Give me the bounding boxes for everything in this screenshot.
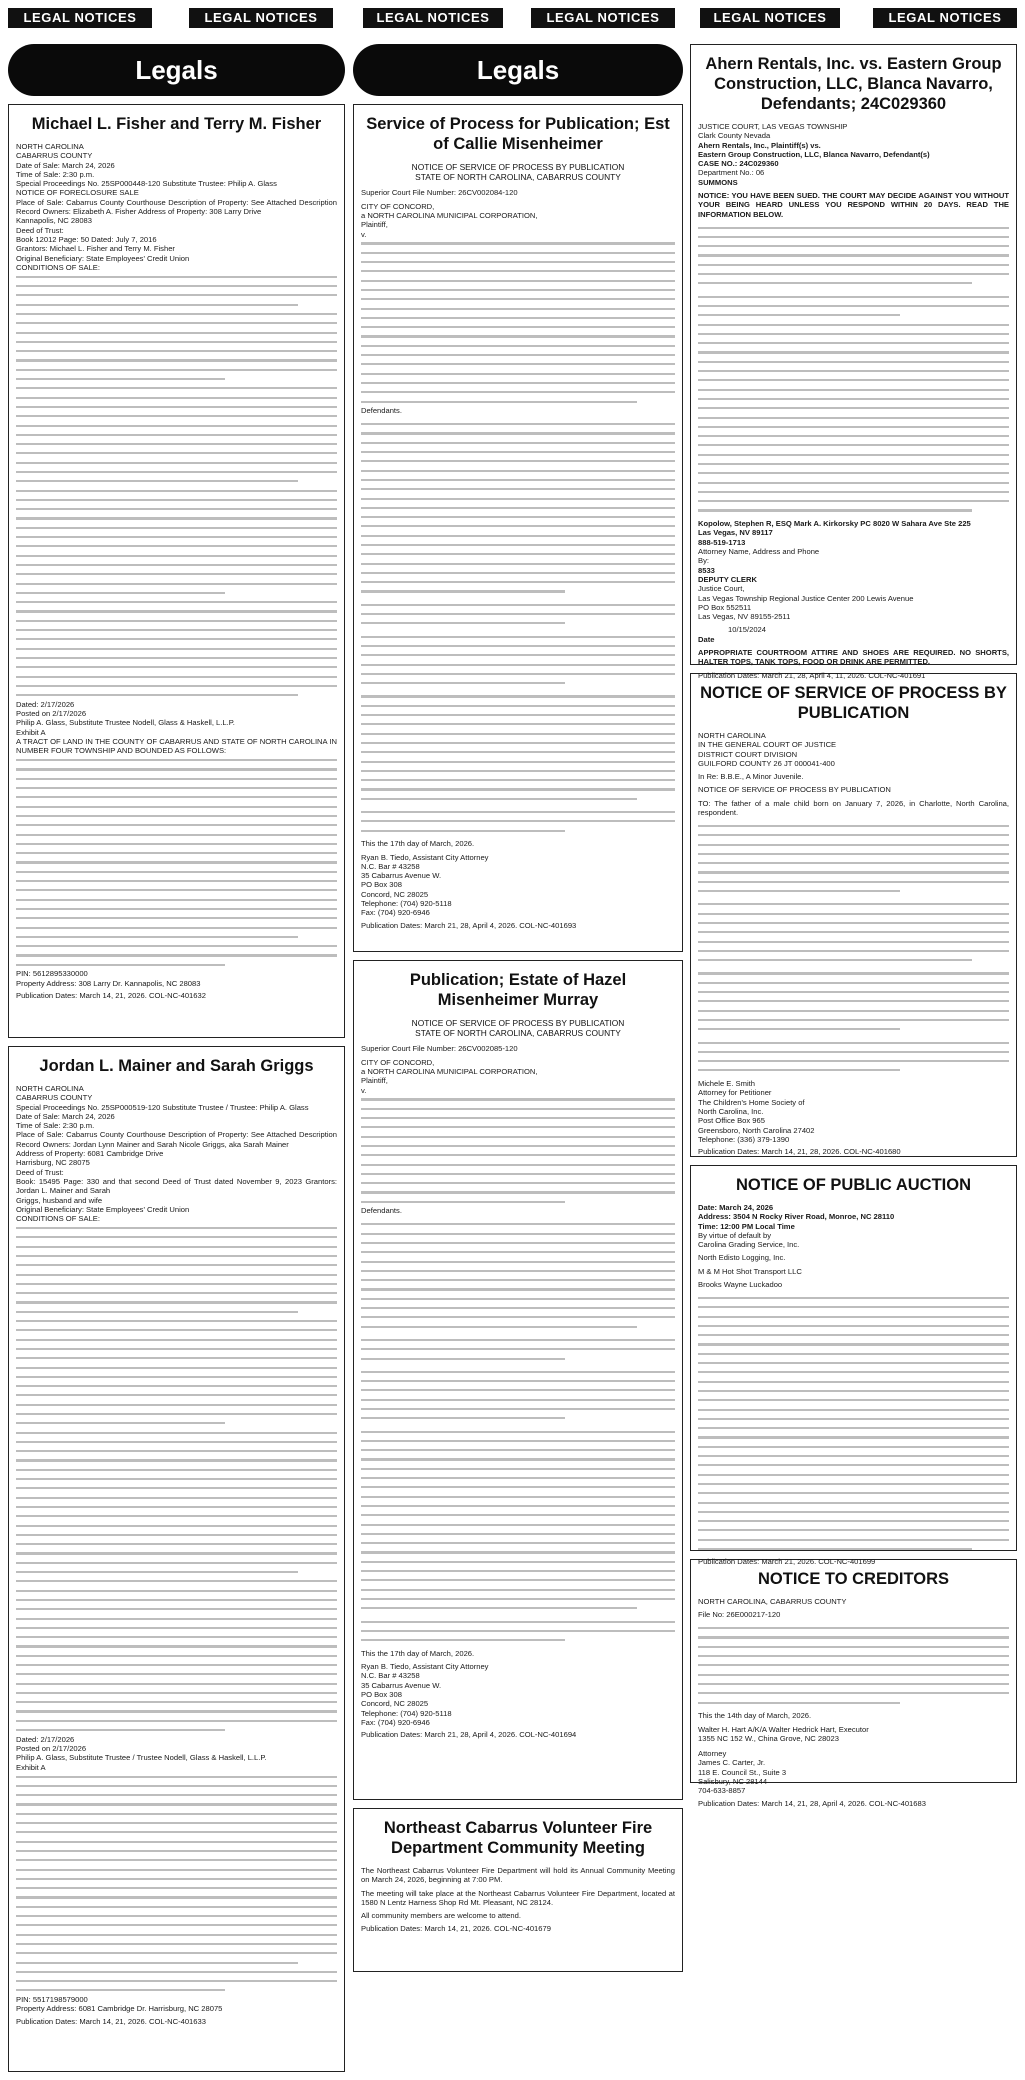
- sig-line: 704-633-8857: [698, 1786, 746, 1796]
- tail-line: Philip A. Glass, Substitute Trustee Nodell, Glass & Haskell, L.L.P.: [16, 718, 235, 728]
- head-line: Book: 15495 Page: 330 and that second Deed of Trust dated November 9, 2023 Grantors: Jordan L. Mainer and Sarah: [16, 1176, 337, 1196]
- sig-line: Attorney for Petitioner: [698, 1088, 772, 1098]
- notice-body: [698, 122, 1009, 680]
- pin-line: PIN: 5612895330000: [16, 969, 88, 979]
- fine-print: [361, 1220, 675, 1649]
- notice-body: [698, 1597, 1009, 1808]
- party: Carolina Grading Service, Inc.: [698, 1240, 800, 1250]
- sig-line: Telephone: (704) 920-5118: [361, 899, 452, 909]
- sig-line: Concord, NC 28025: [361, 889, 429, 899]
- sig-line: Concord, NC 28025: [361, 1699, 429, 1709]
- column-left: [8, 44, 345, 2080]
- head-line: CABARRUS COUNTY: [16, 151, 93, 161]
- sig-line: Ryan B. Tiedo, Assistant City Attorney: [361, 1662, 489, 1672]
- head-line: DISTRICT COURT DIVISION: [698, 749, 798, 759]
- head-line: Special Proceedings No. 25SP000448-120 Substitute Trustee: Philip A. Glass: [16, 179, 277, 189]
- notice-title: Jordan L. Mainer and Sarah Griggs: [39, 1057, 314, 1075]
- sig-line: 118 E. Council St., Suite 3: [698, 1767, 787, 1777]
- head-line: Deed of Trust:: [16, 1167, 64, 1177]
- sig-line: 35 Cabarrus Avenue W.: [361, 871, 442, 881]
- head-line: Original Beneficiary: State Employees' Credit Union: [16, 1204, 190, 1214]
- subhead-line: NOTICE OF SERVICE OF PROCESS BY PUBLICATION: [411, 162, 625, 172]
- head-line: NORTH CAROLINA: [16, 1084, 84, 1093]
- legals-banner: Legals: [8, 44, 345, 96]
- file-number: Superior Court File Number: 26CV002085-120: [361, 1044, 518, 1054]
- head-line: Deed of Trust:: [16, 225, 64, 235]
- notice-subhead: [361, 1018, 675, 1038]
- party: North Edisto Logging, Inc.: [698, 1253, 786, 1263]
- header-tab: LEGAL NOTICES: [700, 8, 840, 28]
- sig-line: James C. Carter, Jr.: [698, 1758, 766, 1768]
- head-line: NOTICE OF FORECLOSURE SALE: [16, 188, 139, 198]
- head-line: JUSTICE COURT, LAS VEGAS TOWNSHIP: [698, 122, 848, 131]
- notice-fire-department-meeting: [353, 1808, 683, 1972]
- head-line: Clark County Nevada: [698, 131, 771, 141]
- tail-line: A TRACT OF LAND IN THE COUNTY OF CABARRUS AND STATE OF NORTH CAROLINA IN NUMBER FOUR TOWNSHIP AND BOUNDED AS FOLLOWS:: [16, 737, 337, 756]
- head-line: Ahern Rentals, Inc., Plaintiff(s) vs.: [698, 140, 821, 150]
- file-number: Superior Court File Number: 26CV002084-120: [361, 188, 518, 198]
- defendants-label: Defendants.: [361, 406, 402, 416]
- sued-warning: NOTICE: YOU HAVE BEEN SUED. THE COURT MAY DECIDE AGAINST YOU WITHOUT YOUR BEING HEARD UNLESS YOU RESPOND WITHIN 20 DAYS. READ THE INFORMATION BELOW.: [698, 191, 1009, 219]
- attorney-line: Las Vegas, NV 89117: [698, 528, 773, 538]
- plaintiff-line: CITY OF CONCORD,: [361, 1057, 435, 1067]
- sig-line: 35 Cabarrus Avenue W.: [361, 1680, 442, 1690]
- head-line: Time of Sale: 2:30 p.m.: [16, 1121, 95, 1131]
- tail-line: Dated: 2/17/2026: [16, 699, 75, 709]
- plaintiff-line: v.: [361, 229, 367, 239]
- head-line: Original Beneficiary: State Employees' Credit Union: [16, 253, 190, 263]
- publication-dates: Publication Dates: March 14, 21, 2026. COL-NC-401679: [361, 1924, 551, 1934]
- pin-line: PIN: 5517198579000: [16, 1995, 88, 2005]
- publication-dates: Publication Dates: March 21, 28, April 4, 2026. COL-NC-401694: [361, 1730, 577, 1740]
- notice-public-auction: [690, 1165, 1017, 1566]
- plaintiff-line: v.: [361, 1085, 367, 1095]
- notice-body: [16, 142, 337, 1000]
- section-header: [8, 8, 1017, 30]
- tail-line: Exhibit A: [16, 1762, 46, 1772]
- header-tab: LEGAL NOTICES: [8, 8, 152, 28]
- plaintiff-line: Plaintiff,: [361, 220, 388, 230]
- sig-line: Michele E. Smith: [698, 1079, 755, 1089]
- fine-print: [16, 272, 337, 700]
- head-line: Date of Sale: March 24, 2026: [16, 1111, 115, 1121]
- plaintiff-line: Plaintiff,: [361, 1076, 388, 1086]
- notice-title: Ahern Rentals, Inc. vs. Eastern Group Construction, LLC, Blanca Navarro, Defendants; 24C029360: [705, 55, 1002, 113]
- head-line: Harrisburg, NC 28075: [16, 1158, 90, 1168]
- plaintiff-line: a NORTH CAROLINA MUNICIPAL CORPORATION,: [361, 211, 538, 220]
- head-line: Date of Sale: March 24, 2026: [16, 160, 115, 170]
- legals-banner: Legals: [353, 44, 683, 96]
- fine-print: [16, 1223, 337, 1734]
- plaintiff-line: a NORTH CAROLINA MUNICIPAL CORPORATION,: [361, 1067, 538, 1076]
- party: M & M Hot Shot Transport LLC: [698, 1266, 802, 1276]
- notice-to-creditors: [690, 1556, 1017, 1808]
- head-line: NORTH CAROLINA: [16, 142, 84, 151]
- tail-line: Dated: 2/17/2026: [16, 1734, 75, 1744]
- file-number: File No: 26E000217-120: [698, 1610, 781, 1620]
- notice-title: NOTICE OF SERVICE OF PROCESS BY PUBLICATION: [700, 684, 1007, 722]
- head-line: CONDITIONS OF SALE:: [16, 262, 100, 272]
- fine-print: [361, 1095, 675, 1207]
- notice-title: Service of Process for Publication; Est of Callie Misenheimer: [366, 115, 670, 153]
- county-line: NORTH CAROLINA, CABARRUS COUNTY: [698, 1597, 847, 1606]
- tail-line: Exhibit A: [16, 727, 46, 737]
- sig-line: Telephone: (336) 379-1390: [698, 1134, 790, 1144]
- notice-subhead: [361, 162, 675, 182]
- notice-body: [16, 1084, 337, 2026]
- head-line: SUMMONS: [698, 177, 738, 187]
- head-line: IN THE GENERAL COURT OF JUSTICE: [698, 740, 837, 750]
- publication-dates: Publication Dates: March 14, 21, 28, April 4, 2026. COL-NC-401683: [698, 1798, 926, 1808]
- publication-dates: Publication Dates: March 21, 28, April 4, 11, 2026. COL-NC-401691: [698, 670, 926, 680]
- head-line: Department No.: 06: [698, 168, 765, 178]
- notice-title: NOTICE OF PUBLIC AUCTION: [736, 1176, 971, 1194]
- auction-address: Address: 3504 N Rocky River Road, Monroe, NC 28110: [698, 1212, 895, 1222]
- sig-line: The Children's Home Society of: [698, 1097, 805, 1107]
- sig-line: Greensboro, North Carolina 27402: [698, 1125, 815, 1135]
- tail-line: Philip A. Glass, Substitute Trustee / Trustee Nodell, Glass & Haskell, L.L.P.: [16, 1753, 267, 1763]
- notice-murray-service: [353, 960, 683, 1800]
- attorney-line: DEPUTY CLERK: [698, 574, 757, 584]
- publication-dates: Publication Dates: March 21, 2026. COL-NC-401699: [698, 1556, 876, 1566]
- closing-line: This the 14th day of March, 2026.: [698, 1711, 812, 1721]
- header-tab: LEGAL NOTICES: [873, 8, 1017, 28]
- fine-print: [698, 223, 1009, 519]
- default-by: By virtue of default by: [698, 1230, 772, 1240]
- attorney-line: Las Vegas Township Regional Justice Center 200 Lewis Avenue: [698, 593, 914, 603]
- subhead-line: NOTICE OF SERVICE OF PROCESS BY PUBLICATION: [411, 1018, 625, 1028]
- notice-body: [361, 1044, 675, 1739]
- sig-line: Telephone: (704) 920-5118: [361, 1708, 452, 1718]
- notice-title: Michael L. Fisher and Terry M. Fisher: [31, 115, 322, 133]
- sig-line: North Carolina, Inc.: [698, 1106, 764, 1116]
- fine-print: [698, 821, 1009, 1079]
- auction-time: Time: 12:00 PM Local Time: [698, 1221, 795, 1231]
- date-label: Date: [698, 634, 715, 644]
- head-line: CONDITIONS OF SALE:: [16, 1214, 100, 1224]
- notice-body: [361, 1866, 675, 1934]
- publication-dates: Publication Dates: March 14, 21, 2026. COL-NC-401632: [16, 991, 206, 1001]
- to-line: TO: The father of a male child born on January 7, 2026, in Charlotte, North Carolina, respondent.: [698, 798, 1009, 818]
- tail-line: Posted on 2/17/2026: [16, 1744, 87, 1754]
- publication-dates: Publication Dates: March 21, 28, April 4, 2026. COL-NC-401693: [361, 920, 577, 930]
- closing-line: This the 17th day of March, 2026.: [361, 1648, 475, 1658]
- notice-body: [698, 1203, 1009, 1566]
- sig-line: Attorney: [698, 1749, 727, 1759]
- head-line: Kannapolis, NC 28083: [16, 216, 92, 226]
- summons-date: 10/15/2024: [728, 625, 767, 635]
- sig-line: N.C. Bar # 43258: [361, 1671, 420, 1681]
- fine-print: [361, 239, 675, 406]
- notice-guilford-service: [690, 670, 1017, 1157]
- head-line: Eastern Group Construction, LLC, Blanca Navarro, Defendant(s): [698, 149, 930, 159]
- fine-print: [698, 1624, 1009, 1712]
- head-line: Book 12012 Page: 50 Dated: July 7, 2016: [16, 234, 157, 244]
- fine-print: [16, 1772, 337, 1995]
- closing-line: This the 17th day of March, 2026.: [361, 839, 475, 849]
- meeting-location: The meeting will take place at the Northeast Cabarrus Volunteer Fire Department, located at 1580 N Lentz Harness Shop Rd Mt. Pleasant, NC 28124.: [361, 1888, 675, 1907]
- notice-line: NOTICE OF SERVICE OF PROCESS BY PUBLICATION: [698, 785, 891, 795]
- header-tab: LEGAL NOTICES: [531, 8, 675, 28]
- head-line: Place of Sale: Cabarrus County Courthouse Description of Property: See Attached Description Record Owners: Elizabeth A. Fisher Address of Property: 308 Larry Drive: [16, 197, 337, 217]
- header-tab: LEGAL NOTICES: [189, 8, 333, 28]
- sig-line: PO Box 308: [361, 880, 402, 890]
- notice-title: Publication; Estate of Hazel Misenheimer Murray: [409, 971, 627, 1009]
- head-line: Grantors: Michael L. Fisher and Terry M. Fisher: [16, 244, 175, 254]
- head-line: CABARRUS COUNTY: [16, 1093, 93, 1103]
- fine-print: [361, 420, 675, 840]
- attorney-line: Justice Court,: [698, 584, 745, 594]
- attorney-line: Las Vegas, NV 89155-2511: [698, 612, 791, 622]
- notice-title: NOTICE TO CREDITORS: [758, 1570, 949, 1588]
- notice-title: Northeast Cabarrus Volunteer Fire Department Community Meeting: [383, 1819, 653, 1857]
- attorney-line: By:: [698, 556, 709, 566]
- subhead-line: STATE OF NORTH CAROLINA, CABARRUS COUNTY: [415, 172, 621, 183]
- column-right: [690, 44, 1017, 1808]
- tail-line: Posted on 2/17/2026: [16, 709, 87, 719]
- notice-misenheimer-service: [353, 104, 683, 952]
- header-tab: LEGAL NOTICES: [363, 8, 503, 28]
- notice-mainer-foreclosure: [8, 1046, 345, 2072]
- attire-notice: APPROPRIATE COURTROOM ATTIRE AND SHOES ARE REQUIRED. NO SHORTS, HALTER TOPS, TANK TOPS, FOOD OR DRINK ARE PERMITTED.: [698, 648, 1009, 667]
- meeting-paragraph: The Northeast Cabarrus Volunteer Fire Department will hold its Annual Community Meeting on March 24, 2026, beginning at 7:00 PM.: [361, 1866, 675, 1885]
- defendants-label: Defendants.: [361, 1206, 402, 1216]
- sig-line: Fax: (704) 920-6946: [361, 1717, 430, 1727]
- fine-print: [698, 1293, 1009, 1553]
- address-line: Property Address: 308 Larry Dr. Kannapolis, NC 28083: [16, 978, 201, 988]
- head-line: Address of Property: 6081 Cambridge Drive: [16, 1149, 164, 1159]
- notice-body: [698, 731, 1009, 1156]
- subhead-line: STATE OF NORTH CAROLINA, CABARRUS COUNTY: [415, 1028, 621, 1039]
- publication-dates: Publication Dates: March 14, 21, 2026. COL-NC-401633: [16, 2016, 206, 2026]
- address-line: Property Address: 6081 Cambridge Dr. Harrisburg, NC 28075: [16, 2004, 223, 2014]
- sig-line: N.C. Bar # 43258: [361, 861, 420, 871]
- attorney-line: Kopolow, Stephen R, ESQ Mark A. Kirkorsky PC 8020 W Sahara Ave Ste 225: [698, 519, 971, 529]
- sig-line: PO Box 308: [361, 1690, 402, 1699]
- head-line: GUILFORD COUNTY 26 JT 000041-400: [698, 758, 835, 768]
- head-line: Special Proceedings No. 25SP000519-120 Substitute Trustee / Trustee: Philip A. Glass: [16, 1102, 309, 1112]
- party: Brooks Wayne Luckadoo: [698, 1280, 783, 1290]
- sig-line: Salisbury, NC 28144: [698, 1777, 768, 1787]
- head-line: NORTH CAROLINA: [698, 731, 766, 740]
- in-re-line: In Re: B.B.E., A Minor Juvenile.: [698, 772, 804, 782]
- attorney-line: 888-519-1713: [698, 537, 746, 547]
- notice-body: [361, 188, 675, 930]
- notice-fisher-foreclosure: [8, 104, 345, 1038]
- auction-date: Date: March 24, 2026: [698, 1203, 774, 1212]
- meeting-welcome: All community members are welcome to attend.: [361, 1911, 521, 1921]
- sig-line: 1355 NC 152 W., China Grove, NC 28023: [698, 1733, 839, 1743]
- publication-dates: Publication Dates: March 14, 21, 28, 2026. COL-NC-401680: [698, 1147, 901, 1157]
- plaintiff-line: CITY OF CONCORD,: [361, 201, 435, 211]
- fine-print: [16, 756, 337, 970]
- head-line: Griggs, husband and wife: [16, 1195, 103, 1205]
- head-line: Place of Sale: Cabarrus County Courthouse Description of Property: See Attached Description Record Owners: Jordan Lynn Mainer and Sarah Nicole Griggs, aka Sarah Mainer: [16, 1130, 337, 1149]
- sig-line: Post Office Box 965: [698, 1116, 765, 1126]
- head-line: CASE NO.: 24C029360: [698, 159, 779, 169]
- sig-line: Ryan B. Tiedo, Assistant City Attorney: [361, 852, 489, 862]
- attorney-line: Attorney Name, Address and Phone: [698, 547, 820, 557]
- head-line: Time of Sale: 2:30 p.m.: [16, 169, 95, 179]
- notice-ahern-summons: [690, 44, 1017, 680]
- column-middle: [353, 44, 683, 1980]
- sig-line: Walter H. Hart A/K/A Walter Hedrick Hart, Executor: [698, 1724, 869, 1734]
- attorney-line: PO Box 552511: [698, 602, 752, 612]
- attorney-line: 8533: [698, 565, 715, 575]
- sig-line: Fax: (704) 920-6946: [361, 908, 430, 918]
